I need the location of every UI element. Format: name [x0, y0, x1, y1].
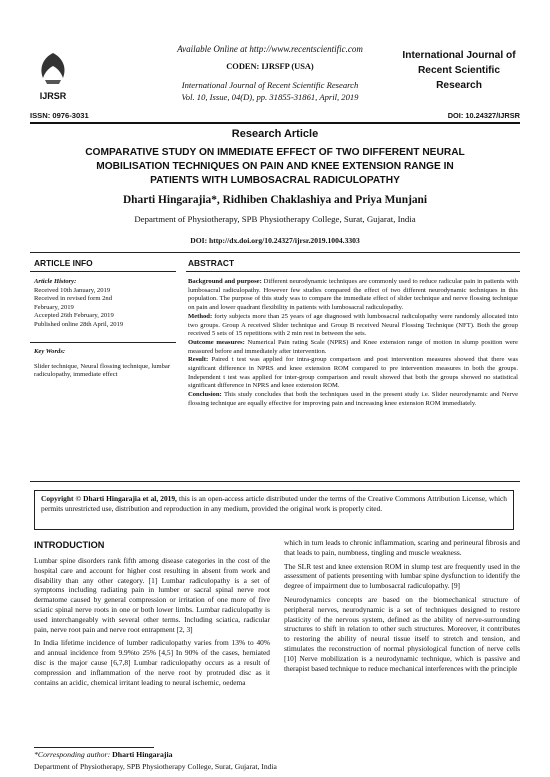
right-box-line-1: International Journal of [402, 50, 516, 61]
keywords: Slider technique, Neural flossing technique, lumbar radiculopathy, immediate effect [34, 362, 171, 379]
article-type: Research Article [231, 128, 319, 140]
history-line-1: Received 10th January, 2019 [34, 286, 111, 294]
info-rule-top [30, 252, 520, 253]
background-text: Different neurodynamic techniques are commonly used to reduce radicular pain in patients with lumbosacral radiculopathy. However few studies compared the effect of two different neurodynamic techniques in this population. The purpose of this study was to compare the immediate effect of slider technique and nerve flossing technique on pain and lower quadrant flexibility in patients with lumbosacral radiculopathy. [188, 278, 518, 312]
intro-left-p1: Lumbar spine disorders rank fifth among disease categories in the cost of the hospital care and account for higher cost resulting in absent from work and disability than any other category. [1] Lumbar radiculopathy is a set of symptoms including radiating pain in lumber or sacral spinal nerve root dermatome caused by general compression or irritation of one more of five sciatic spinal nerve roots in one or both lower limbs. Lumbar radiculopathy is used interchangeably with several other terms. Including sciatica, radicular pain, nerve root pain and nerve root entrapment [2, 3] [34, 556, 270, 634]
keywords-label: Key Words: [34, 348, 66, 355]
intro-right-p1: which in turn leads to chronic inflammation, scaring and perineural fibrosis and that leads to pain, numbness, tingling and muscle weakness. [284, 538, 520, 557]
article-history [34, 278, 174, 330]
background-label: Background and purpose: [188, 278, 262, 285]
intro-right-p3: Neurodynamics concepts are based on the biomechanical structure of peripheral nerves, neurodynamic is a set of techniques designed to restore plasticity of the nervous system, defined as the ability of nerve-surrounding structures to shift in relation to other such structures. Moreover, it contributes to restoring the ability of neural tissue itself to stretch and tension, and stimulates the reconstruction of normal physiological function of nerve cells [10] Nerve mobilization is a neurodynamic technique, which is passive and therapist based technique to reduce mechanical interferences with the principle [284, 594, 520, 673]
volume-info: Vol. 10, Issue, 04(D), pp. 31855-31861, April, 2019 [181, 92, 359, 102]
corresponding-author [34, 750, 173, 759]
history-label: Article History: [34, 278, 77, 285]
abstract-body [188, 278, 518, 409]
keywords-block [34, 348, 174, 380]
method-text: forty subjects more than 25 years of age diagnosed with lumbosacral radiculopathy were randomly allocated into two groups. Group A received Slider technique and Group B received Neural Flossing Technique (NFT). Both the group received 5 sets of 15 repetitions with 2 min rest in between the sets. [188, 312, 518, 338]
intro-heading: INTRODUCTION [34, 540, 105, 550]
intro-left-column [34, 556, 270, 691]
result-label: Result: [188, 356, 209, 364]
history-line-3: February, 2019 [34, 303, 74, 311]
copyright-lead: Copyright © Dharti Hingarajia et al, 2019, [41, 494, 177, 503]
history-line-4: Accepted 26th February, 2019 [34, 312, 114, 320]
header-rule [30, 122, 520, 124]
abstract-heading: ABSTRACT [188, 258, 235, 268]
history-line-5: Published online 28th April, 2019 [34, 320, 124, 328]
outcome-label: Outcome measures: [188, 338, 245, 346]
method-label: Method: [188, 312, 213, 320]
authors: Dharti Hingarajia*, Ridhiben Chaklashiya and Priya Munjani [122, 194, 428, 206]
doi-link[interactable]: DOI: http://dx.doi.org/10.24327/ijrsr.2019.1004.3303 [190, 236, 360, 245]
intro-right-column [284, 538, 520, 677]
corresponding-label: *Corresponding author: [34, 750, 111, 759]
affiliation: Department of Physiotherapy, SPB Physiotherapy College, Surat, Gujarat, India [134, 214, 416, 224]
conclusion-text: This study concludes that both the techniques used in the present study i.e. Slider neurodynamic and Nerve flossing technique are equally effective for improving pain and increasing knee extension ROM immediately. [188, 391, 518, 407]
copyright-box [34, 490, 514, 530]
intro-right-p2: The SLR test and knee extension ROM in slump test are frequently used in the assessment of patients presenting with lumbar spine dysfunction to identify the degree of impairment due to lumbosacral radiculopathy. [9] [284, 561, 520, 591]
logo-text: IJRSR [39, 91, 67, 101]
paper-title [40, 146, 510, 188]
doi-short: DOI: 10.24327/IJRSR [447, 111, 520, 120]
title-line-1: COMPARATIVE STUDY ON IMMEDIATE EFFECT OF TWO DIFFERENT NEURAL [85, 147, 465, 158]
journal-logo [33, 50, 73, 90]
history-line-2: Received in revised form 2nd [34, 295, 113, 303]
issn: ISSN: 0976-3031 [30, 111, 89, 120]
outcome-text: Numerical Pain rating Scale (NPRS) and Knee extension range of motion in slump position were measured before and immediately after intervention. [188, 338, 518, 355]
copyright-text: this is an open-access article distributed under the terms of the Creative Commons Attribution License, which permits unrestricted use, distribution and reproduction in any medium, provided the original work is properly cited. [41, 494, 507, 513]
journal-title-box [400, 48, 518, 100]
abstract-bottom-rule [30, 481, 520, 482]
article-info-heading: ARTICLE INFO [34, 258, 93, 268]
result-text: Paired t test was applied for intra-group comparison and post intervention measures showed that there was significant difference in NPRS and knee extension ROM compared to pre intervention measures in both the groups. Independent t test was applied for inter-group comparison and result showed that both the groups showed no statistical significant difference in NPRS and knee extension ROM. [188, 356, 518, 390]
intro-left-p2: In India lifetime incidence of lumber radiculopathy varies from 13% to 40% and annual incidence from 9.9%to 25% [4,5] In 90% of the cases, herniated disc is the major cause [6,7,8] Lumbar radiculopathy occurs as a result of compression and inflammation of the nerve root by protruded disc as it contains an acidic, chemical irritant leading to neural ischemic, oedema [34, 638, 270, 687]
right-box-line-3: Research [436, 80, 482, 91]
article-info-rule [30, 271, 176, 272]
abstract-rule [186, 271, 520, 272]
right-box-line-2: Recent Scientific [417, 65, 501, 76]
available-online: Available Online at http://www.recentscientific.com [177, 44, 363, 54]
journal-name: International Journal of Recent Scientific Research [181, 80, 359, 90]
corresponding-name: Dharti Hingarajia [112, 750, 173, 759]
footnote-rule [34, 747, 154, 748]
keywords-rule [30, 342, 176, 343]
footer-dept: Department of Physiotherapy, SPB Physiotherapy College, Surat, Gujarat, India [34, 762, 277, 771]
title-line-2: MOBILISATION TECHNIQUES ON PAIN AND KNEE EXTENSION RANGE IN [96, 161, 454, 172]
coden: CODEN: IJRSFP (USA) [226, 62, 314, 71]
conclusion-label: Conclusion: [188, 391, 222, 399]
title-line-3: PATIENTS WITH LUMBOSACRAL RADICULOPATHY [150, 175, 400, 186]
